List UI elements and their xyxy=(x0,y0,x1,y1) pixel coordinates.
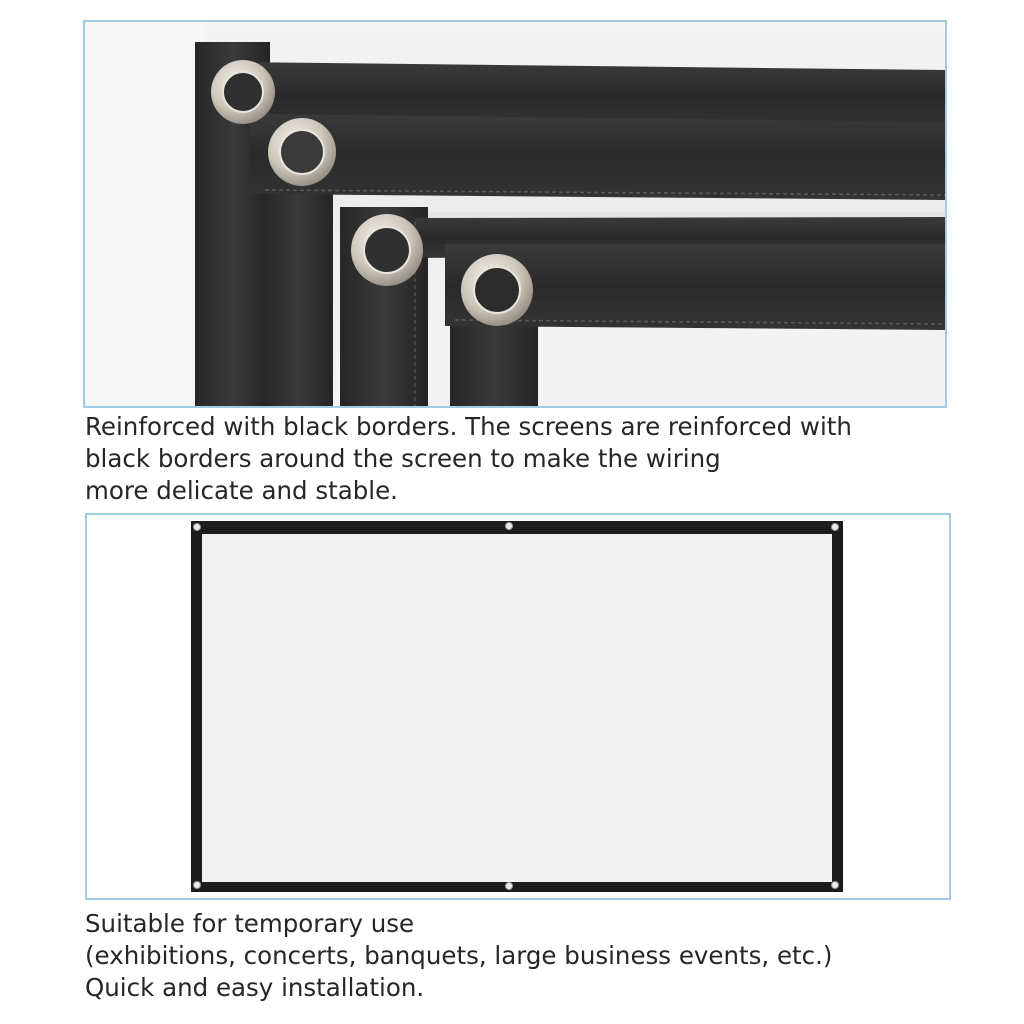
fabric-border-illustration xyxy=(85,22,945,406)
grommet-icon xyxy=(211,60,275,124)
grommet-icon xyxy=(351,214,423,286)
screen-front-photo xyxy=(85,513,951,900)
grommet-icon xyxy=(268,118,336,186)
border-detail-photo xyxy=(83,20,947,408)
projector-screen-illustration xyxy=(87,515,949,898)
caption-line: Reinforced with black borders. The screens are reinforced with xyxy=(85,412,852,441)
horizontal-border-strip xyxy=(250,114,945,200)
caption-line: black borders around the screen to make the wiring xyxy=(85,444,721,473)
caption-line: Suitable for temporary use xyxy=(85,909,415,938)
caption-line: (exhibitions, concerts, banquets, large business events, etc.) xyxy=(85,941,833,970)
border-description xyxy=(85,411,852,507)
screen-surface xyxy=(202,534,832,882)
caption-line: Quick and easy installation. xyxy=(85,973,425,1002)
usage-description xyxy=(85,908,832,1004)
caption-line: more delicate and stable. xyxy=(85,476,398,505)
grommet-icon xyxy=(461,254,533,326)
